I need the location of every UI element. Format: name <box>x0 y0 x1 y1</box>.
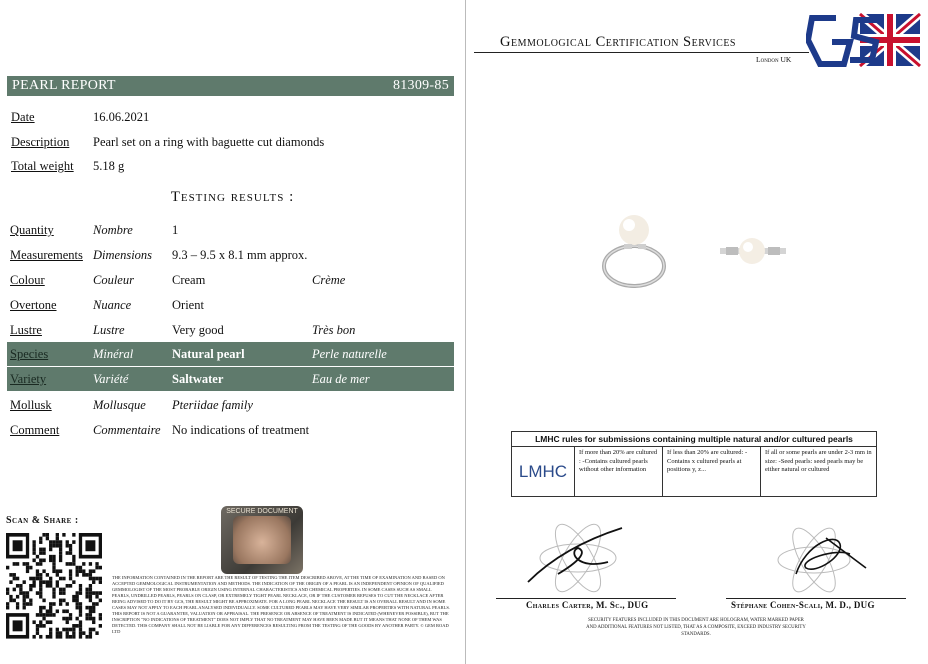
result-value: Natural pearl <box>172 347 245 361</box>
result-label-fr: Lustre <box>93 323 125 337</box>
result-row-variety <box>7 367 454 391</box>
result-value: Very good <box>172 323 224 337</box>
signature-line-left <box>496 598 676 599</box>
result-label-en: Mollusk <box>10 398 52 412</box>
result-row-species <box>7 342 454 366</box>
result-value: Orient <box>172 298 204 312</box>
result-label-en: Species <box>10 347 49 361</box>
company-location: London UK <box>756 55 792 64</box>
weight-row <box>0 155 465 177</box>
signatory-right: Stéphane Cohen-Scali, M. D., DUG <box>731 600 875 610</box>
hologram-seal <box>221 506 303 574</box>
result-label-fr: Nombre <box>93 223 133 237</box>
result-value-fr: Très bon <box>312 323 356 337</box>
lmhc-logo-text: LMHC <box>518 462 568 481</box>
result-value-fr: Crème <box>312 273 346 287</box>
result-value: No indications of treatment <box>172 423 310 437</box>
result-label-en: Comment <box>10 423 60 437</box>
result-label-fr: Variété <box>93 372 129 386</box>
signature-right <box>766 524 876 594</box>
signature-line-right <box>726 598 906 599</box>
result-value-fr: Perle naturelle <box>312 347 387 361</box>
result-row-comment <box>0 418 465 442</box>
result-label-en: Quantity <box>10 223 54 237</box>
result-row-quantity <box>0 218 465 242</box>
testing-results-title: Testing results : <box>170 189 295 205</box>
weight-value: 5.18 g <box>93 159 125 173</box>
result-label-fr: Dimensions <box>93 248 153 262</box>
hologram-text: SECURE DOCUMENT <box>226 508 298 515</box>
result-label-en: Variety <box>10 372 47 386</box>
result-row-mollusk <box>0 393 465 417</box>
date-value: 16.06.2021 <box>93 110 150 124</box>
lmhc-rules-box <box>511 431 877 497</box>
result-label-fr: Nuance <box>93 298 132 312</box>
date-label: Date <box>11 110 35 124</box>
header-rule <box>474 52 809 53</box>
result-value-fr: Eau de mer <box>312 372 370 386</box>
weight-label: Total weight <box>11 159 74 173</box>
result-label-en: Lustre <box>10 323 42 337</box>
result-label-en: Colour <box>10 273 45 287</box>
date-row <box>0 106 465 128</box>
result-row-colour <box>0 268 465 292</box>
result-value: Pteriidae family <box>172 398 253 412</box>
description-row <box>0 131 465 153</box>
lmhc-rule-3: If all or some pearls are under 2-3 mm in size: -Seed pearls: seed pearls may be either natural or cultured <box>765 449 872 473</box>
result-label-fr: Minéral <box>93 347 134 361</box>
result-value: Cream <box>172 273 206 287</box>
result-row-lustre <box>0 318 465 342</box>
hologram-image <box>233 516 291 564</box>
disclaimer-text: THE INFORMATION CONTAINED IN THE REPORT ARE THE RESULT OF TESTING THE ITEM DESCRIBED ABOVE, AT THE TIME OF EXAMINATION AND BASED ON ACCEPTED GEMMOLOGICAL INSTRUMENTATION AND METHODS. THE INDICATION OF THE ORIGIN OF A PEARL IS AN INDEPENDENT OPINION OF QUALIFIED GEMMOLOGIST OF THE MOST PROBABLE ORIGIN USING INTERNAL CHARACTERISTICS AND CHEMICAL PROPERTIES. IN SOME CASES SUCH AS SMALL PEARLS, UNDRILLED PEARLS, PEARLS ON CLASP, OR EXTREMELY TIGHT PEARL NECKLACE, OR IF THE CUSTOMER REFUSES TO CUT THE NECKLACE AFTER BEING ADVISED TO DO IT BY GCS, THE RESULT MIGHT BE APPROXIMATE. FOR A LONG PEARL NECKLACE THE RESULT IS AN OVERALL RESULT AND IN SOME CASES MAY NOT APPLY TO EACH PEARL ANALYSED INDIVIDUALLY. SOME CULTURED PEARLS MAY HAVE VERY SIMILAR PROPERTIES WITH NATURAL PEARLS. THIS REPORT IS NOT A GUARANTEE, VALUATION OR APPRAISAL. THE PRESENCE OR ABSENCE OF TREATMENT IS INDICATED (WHENEVER POSSIBLE), BUT THE INSCRIPTION "NO INDICATIONS OF TREATMENT" DOES NOT IMPLY THAT NO TREATMENT MAY HAVE BEEN MADE BUT IT MEANS THAT NONE OF THEM WAS DETECTED. THIS COMPANY SHALL NOT BE LIABLE FOR ANY DIFFERENCES RESULTING FROM THE TESTING OF THE GOODS BY ANOTHER PARTY. © GEM ROAD LTD <box>112 575 450 634</box>
scan-share-label: Scan & Share : <box>6 515 79 526</box>
result-label-fr: Couleur <box>93 273 134 287</box>
gcs-logo-icon <box>806 12 922 68</box>
lmhc-rule-2: If less than 20% are cultured: -Contains x cultured pearls at positions y, z... <box>663 447 761 496</box>
result-value: 1 <box>172 223 179 237</box>
result-label-en: Overtone <box>10 298 57 312</box>
qr-code[interactable] <box>6 533 102 639</box>
result-label-fr: Mollusque <box>93 398 146 412</box>
ring-photo-top <box>718 236 788 266</box>
result-label-en: Measurements <box>10 248 83 262</box>
company-name: Gemmological Certification Services <box>500 34 736 50</box>
description-label: Description <box>11 135 70 149</box>
report-number: 81309-85 <box>392 78 449 93</box>
signatory-left: Charles Carter, M. Sc., DUG <box>526 600 649 610</box>
lmhc-header: LMHC rules for submissions containing multiple natural and/or cultured pearls <box>512 432 876 447</box>
result-row-measurements <box>0 243 465 267</box>
description-value: Pearl set on a ring with baguette cut diamonds <box>93 135 325 149</box>
report-title: PEARL REPORT <box>12 78 116 93</box>
company-panel <box>466 0 928 664</box>
result-label-fr: Commentaire <box>93 423 161 437</box>
ring-photo-front <box>594 208 670 292</box>
lmhc-logo-icon <box>512 447 575 496</box>
report-header-bar <box>7 76 454 96</box>
lmhc-rule-1: If more than 20% are cultured : -Contains cultured pearls without other information <box>575 447 663 496</box>
result-value: 9.3 – 9.5 x 8.1 mm approx. <box>172 248 308 262</box>
signature-left <box>518 522 638 594</box>
result-value: Saltwater <box>172 372 224 386</box>
result-row-overtone <box>0 293 465 317</box>
security-note: SECURITY FEATURES INCLUDED IN THIS DOCUMENT ARE HOLOGRAM, WATER MARKED PAPER AND ADDITIONAL FEATURES NOT LISTED, THAT AS A COMPOSITE, EXCEED INDUSTRY SECURITY STANDARDS. <box>586 618 806 637</box>
